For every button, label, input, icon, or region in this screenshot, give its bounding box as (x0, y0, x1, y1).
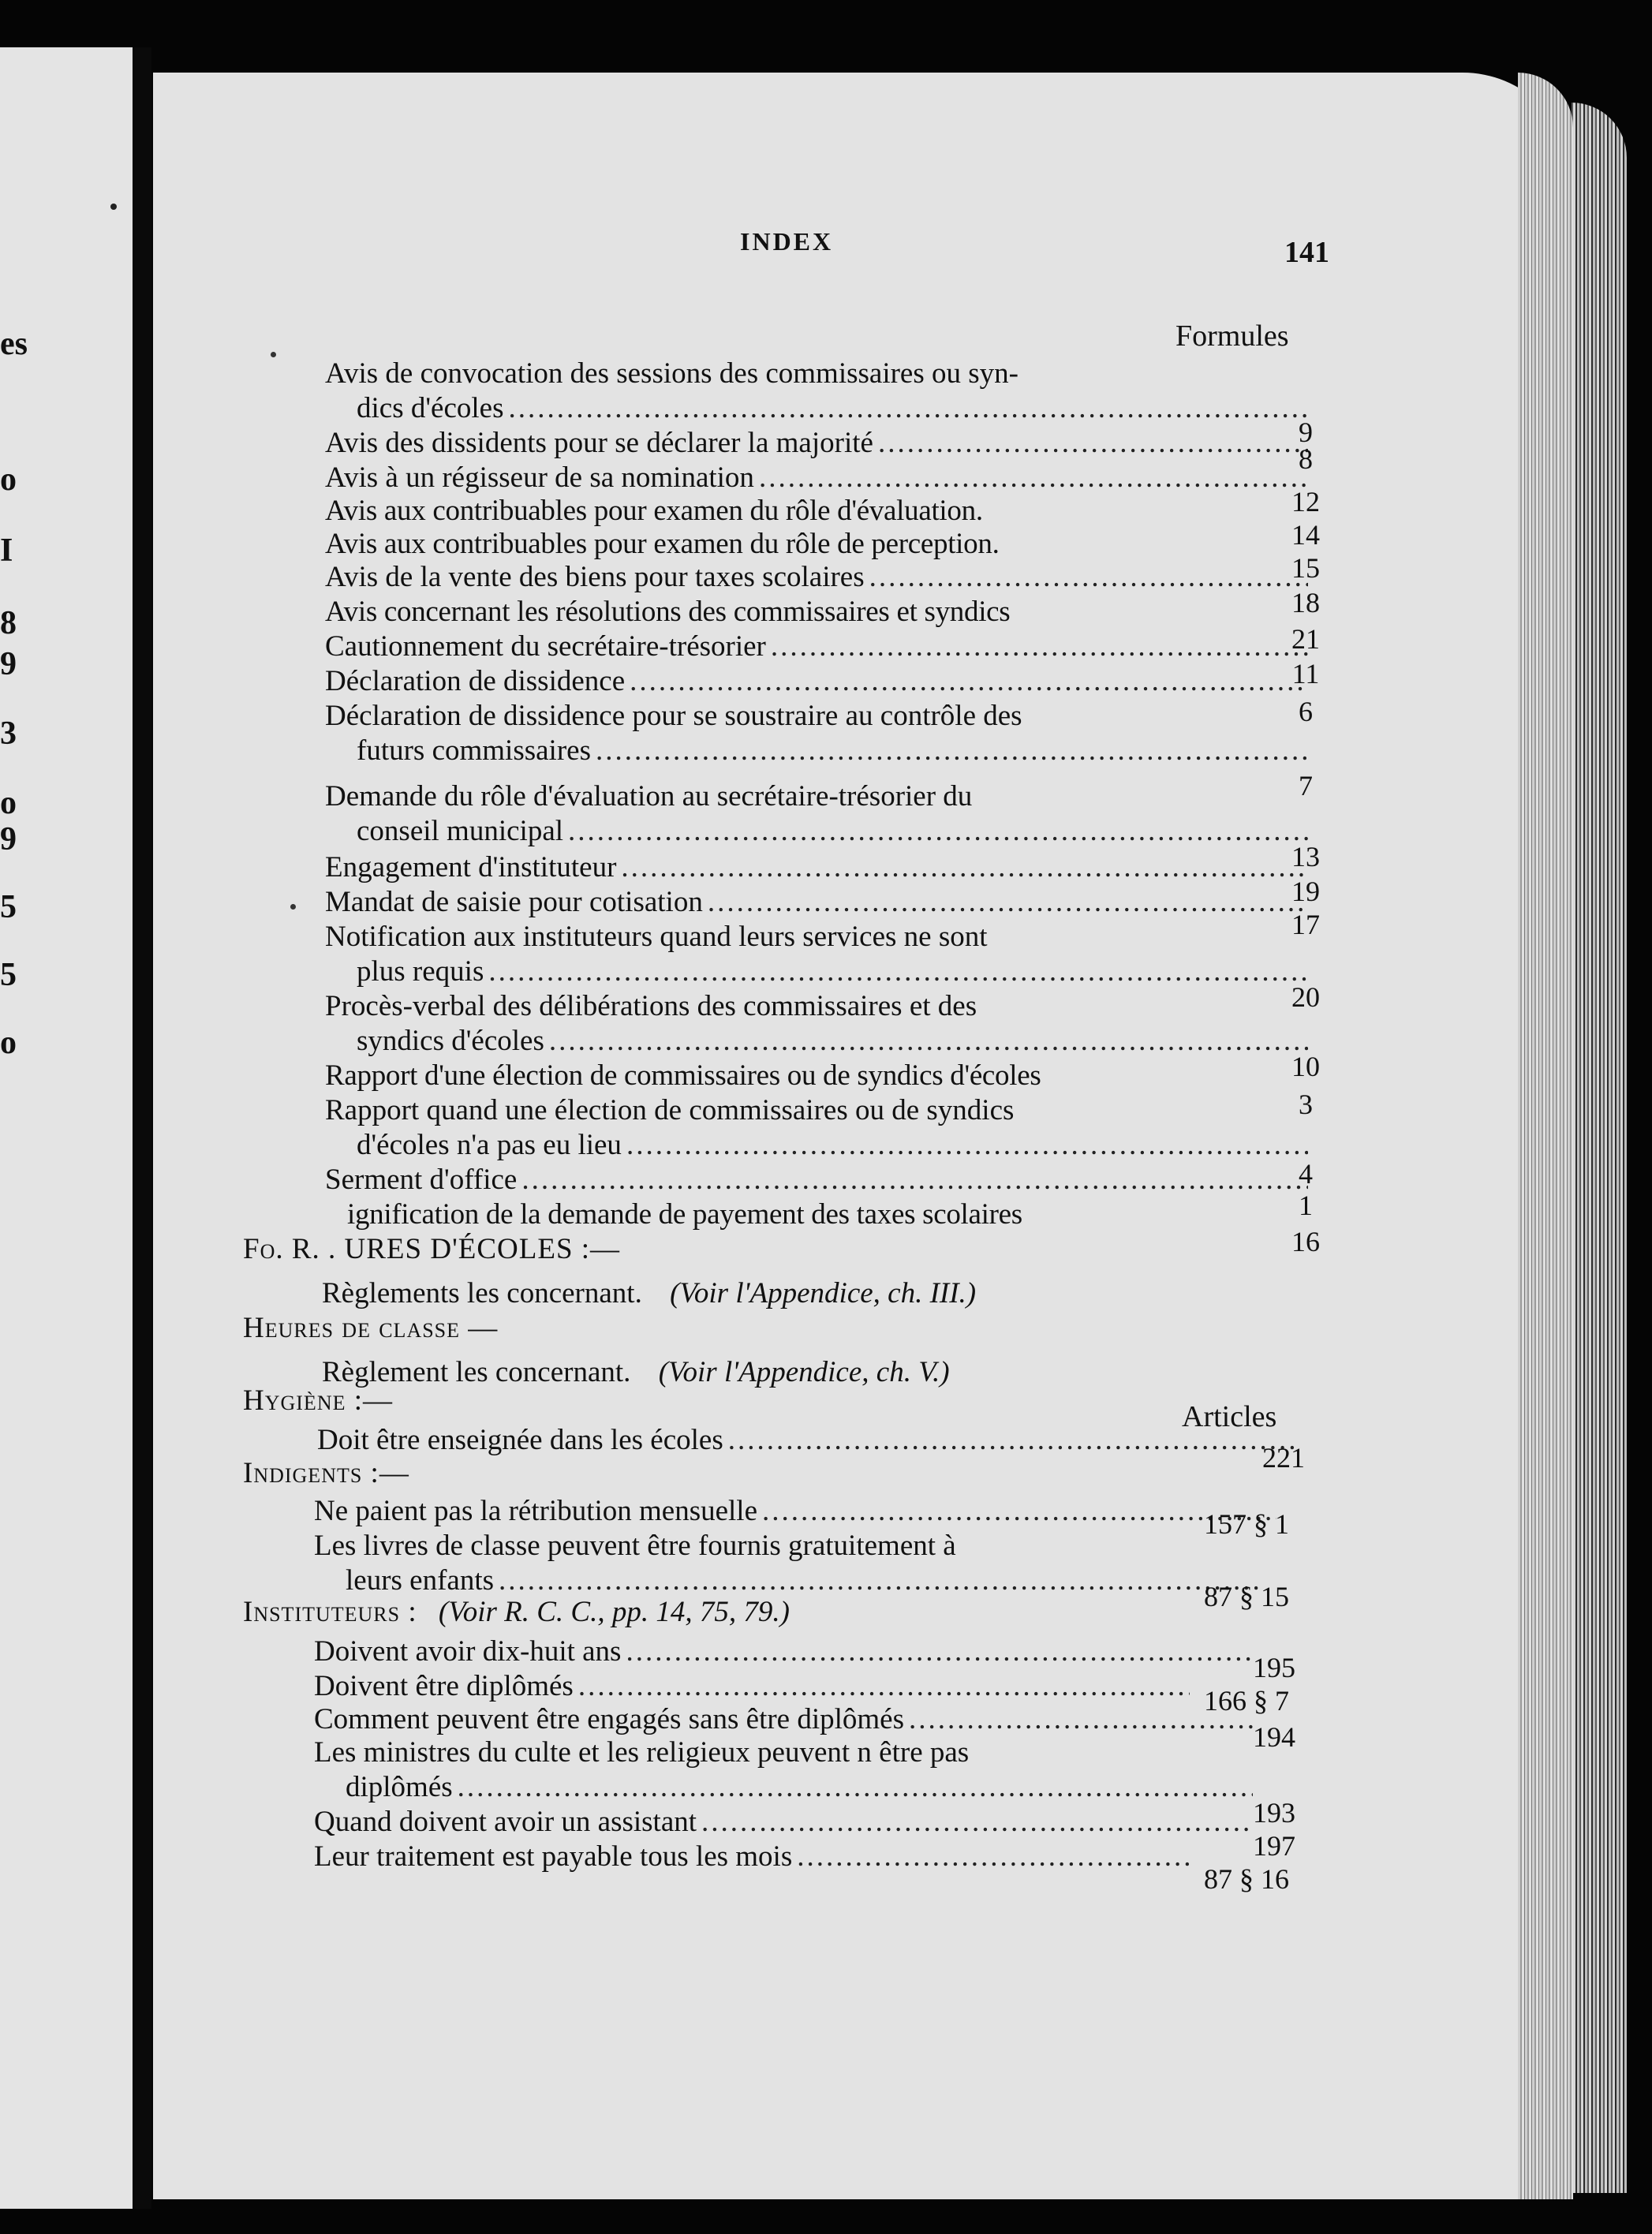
form-number: 13 (1291, 841, 1320, 872)
index-entry-line: Doit être enseignée dans les écoles ..... (317, 1423, 1305, 1458)
index-entry-line: Comment peuvent être engagés sans être diplômés ..... (314, 1702, 1258, 1737)
page-number: 141 (1284, 236, 1329, 269)
section-heading: Instituteurs : (Voir R. C. C., pp. 14, 75, 79.) (243, 1596, 790, 1628)
form-number: 15 (1291, 552, 1320, 584)
left-page-fragment: I (0, 532, 13, 569)
dot-leader (771, 629, 1308, 664)
index-entry-line: d'écoles n'a pas eu lieu ..... (357, 1128, 1313, 1163)
dot-leader (508, 391, 1308, 426)
index-entry-line: Notification aux instituteurs quand leurs services ne sont (325, 921, 988, 953)
dot-leader (521, 1163, 1308, 1197)
index-entry-line: Avis aux contribuables pour examen du rôle d'évaluation. (325, 495, 983, 527)
index-entry-line: Avis de convocation des sessions des commissaires ou syn- (325, 357, 1018, 390)
form-number: 21 (1291, 623, 1320, 655)
index-entry-line: Avis de la vente des biens pour taxes scolaires ..... (325, 560, 1313, 595)
index-entry-line: dics d'écoles ..... (357, 391, 1313, 426)
page-edges (1572, 103, 1627, 2193)
index-entry-line: Avis à un régisseur de sa nomination ..... (325, 461, 1313, 495)
index-entry-line: ignification de la demande de payement des taxes scolaires (347, 1198, 1022, 1231)
index-entry-line: Mandat de saisie pour cotisation ..... (325, 885, 1313, 920)
form-number: 3 (1299, 1089, 1313, 1120)
form-number: 19 (1291, 876, 1320, 907)
dot-leader (549, 1024, 1308, 1059)
index-entry-line: Avis concernant les résolutions des commissaires et syndics (325, 596, 1011, 628)
cross-reference-note: (Voir R. C. C., pp. 14, 75, 79.) (438, 1596, 790, 1628)
dot-leader (621, 850, 1308, 885)
dot-leader (626, 1128, 1308, 1163)
ink-speck (290, 904, 296, 910)
index-entry-line: Quand doivent avoir un assistant ..... (314, 1805, 1258, 1840)
left-page-fragment: 9 (0, 821, 17, 857)
index-entry-line: diplômés ..... (346, 1770, 1258, 1805)
index-entry-line: Leur traitement est payable tous les mois ..... (314, 1840, 1194, 1874)
dot-leader (759, 461, 1308, 495)
book-gutter (134, 47, 151, 2209)
form-number: 1 (1299, 1190, 1313, 1221)
running-title: INDEX (740, 227, 834, 256)
ink-speck (110, 204, 117, 210)
article-number: 157 § 1 (1204, 1508, 1289, 1540)
left-page-fragment: 5 (0, 889, 17, 925)
form-number: 16 (1291, 1226, 1320, 1257)
index-entry-line: futurs commissaires ..... (357, 734, 1313, 768)
form-number: 17 (1291, 909, 1320, 940)
index-entry-line: Les ministres du culte et les religieux peuvent n être pas (314, 1736, 970, 1769)
dot-leader (630, 664, 1308, 699)
dot-leader (488, 954, 1308, 989)
dot-leader (626, 1634, 1253, 1669)
form-number: 8 (1299, 443, 1313, 475)
dot-leader (878, 426, 1308, 461)
left-facing-page (0, 47, 133, 2209)
form-number: 6 (1299, 696, 1313, 727)
form-number: 12 (1291, 486, 1320, 517)
index-entry-line: Serment d'office ..... (325, 1163, 1313, 1197)
section-heading: Fo. R. . URES D'ÉCOLES :— (243, 1233, 621, 1265)
article-number: 193 (1253, 1797, 1295, 1829)
index-entry-line: leurs enfants ..... (346, 1563, 1265, 1598)
article-number: 87 § 16 (1204, 1863, 1289, 1895)
column-heading-formules: Formules (1175, 319, 1289, 353)
dot-leader (458, 1770, 1253, 1805)
section-heading: Heures de classe — (243, 1312, 499, 1344)
dot-leader (578, 1669, 1190, 1704)
index-entry-line: Les livres de classe peuvent être fournis gratuitement à (314, 1530, 956, 1562)
left-page-fragment: 5 (0, 957, 17, 993)
left-page-fragment: 8 (0, 605, 17, 641)
index-entry-line: Engagement d'instituteur ..... (325, 850, 1313, 885)
form-number: 14 (1291, 519, 1320, 551)
form-number: 20 (1291, 981, 1320, 1013)
dot-leader (728, 1423, 1300, 1458)
article-number: 221 (1262, 1442, 1305, 1474)
left-page-fragment: o (0, 461, 17, 498)
index-entry-line: Rapport quand une élection de commissaires ou de syndics (325, 1094, 1015, 1126)
index-entry-line: conseil municipal ..... (357, 814, 1313, 849)
article-number: 87 § 15 (1204, 1581, 1289, 1612)
form-number: 18 (1291, 587, 1320, 618)
form-number: 9 (1299, 417, 1313, 448)
form-number: 11 (1291, 658, 1320, 689)
article-number: 194 (1253, 1721, 1295, 1753)
index-entry-line: syndics d'écoles ..... (357, 1024, 1313, 1059)
index-entry-line: Procès-verbal des délibérations des commissaires et des (325, 990, 977, 1022)
index-entry-line: Avis aux contribuables pour examen du rôle de perception. (325, 528, 1000, 560)
section-heading: Indigents :— (243, 1457, 409, 1489)
index-entry-line: plus requis ..... (357, 954, 1313, 989)
article-number: 197 (1253, 1830, 1295, 1862)
cross-reference-note: (Voir l'Appendice, ch. V.) (658, 1356, 950, 1388)
dot-leader (797, 1840, 1190, 1874)
column-heading-articles: Articles (1182, 1400, 1277, 1433)
index-entry-line: Cautionnement du secrétaire-trésorier ..... (325, 629, 1313, 664)
index-entry-line: Déclaration de dissidence ..... (325, 664, 1313, 699)
index-entry-line: Demande du rôle d'évaluation au secrétaire-trésorier du (325, 780, 973, 813)
left-page-fragment: o (0, 1025, 17, 1061)
form-number: 10 (1291, 1051, 1320, 1082)
page-edge-shading (1518, 73, 1573, 2199)
dot-leader (708, 885, 1308, 920)
index-entry-line: Rapport d'une élection de commissaires ou de syndics d'écoles (325, 1059, 1041, 1092)
dot-leader (909, 1702, 1253, 1737)
index-entry-line: Déclaration de dissidence pour se soustraire au contrôle des (325, 700, 1022, 732)
left-page-fragment: es (0, 326, 28, 362)
cross-reference-note: (Voir l'Appendice, ch. III.) (670, 1277, 977, 1309)
article-number: 195 (1253, 1652, 1295, 1683)
index-entry-line: Doivent être diplômés ..... (314, 1669, 1194, 1704)
index-entry-line: Avis des dissidents pour se déclarer la majorité ..... (325, 426, 1313, 461)
form-number: 4 (1299, 1158, 1313, 1190)
ink-speck (271, 352, 276, 357)
dot-leader (869, 560, 1308, 595)
left-page-fragment: 9 (0, 646, 17, 682)
index-entry-line: Ne paient pas la rétribution mensuelle ..... (314, 1494, 1281, 1529)
index-entry-line: Règlement les concernant. (Voir l'Appendice, ch. V.) (322, 1356, 950, 1388)
left-page-fragment: 3 (0, 715, 17, 752)
dot-leader (596, 734, 1308, 768)
dot-leader (568, 814, 1308, 849)
dot-leader (701, 1805, 1253, 1840)
left-page-fragment: o (0, 785, 17, 821)
form-number: 7 (1299, 770, 1313, 801)
dot-leader (499, 1563, 1261, 1598)
index-entry-line: Doivent avoir dix-huit ans ..... (314, 1634, 1258, 1669)
index-entry-line: Règlements les concernant. (Voir l'Appendice, ch. III.) (322, 1277, 977, 1309)
section-heading: Hygiène :— (243, 1384, 394, 1417)
article-number: 166 § 7 (1204, 1685, 1289, 1717)
